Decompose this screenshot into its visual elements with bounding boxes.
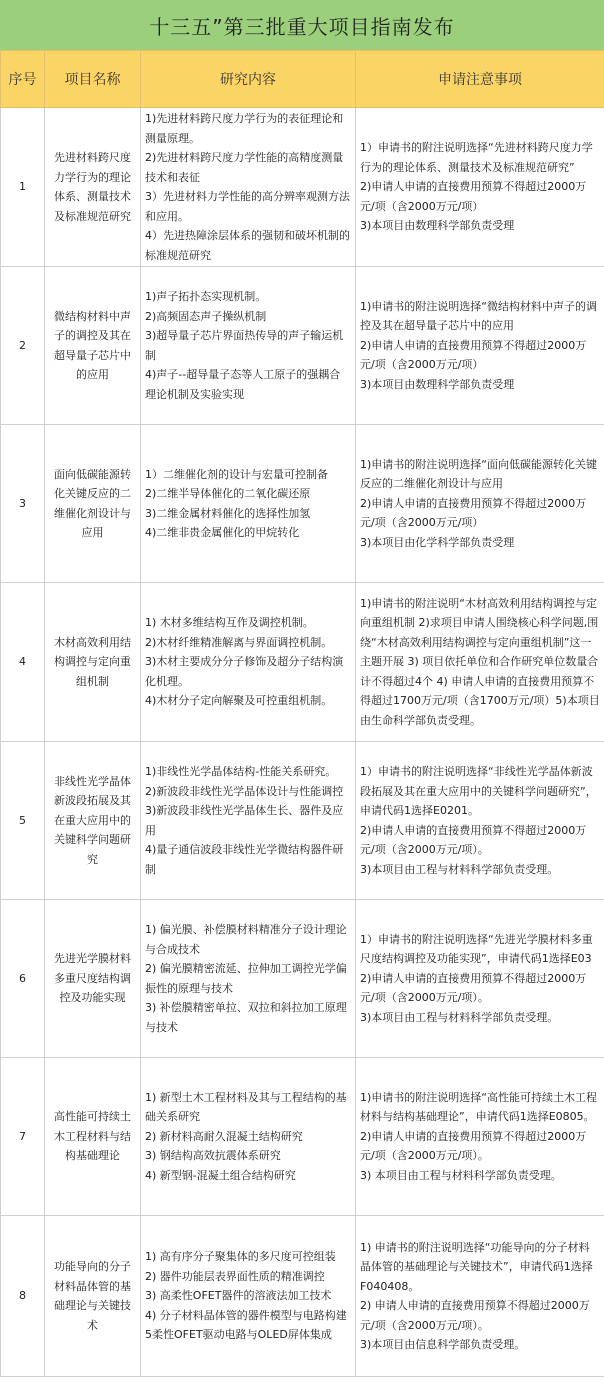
content-line: 1) 新型土木工程材料及其与工程结构的基础关系研究	[145, 1090, 347, 1124]
content-line: 1) 偏光膜、补偿膜材料精准分子设计理论与合成技术	[145, 923, 347, 956]
content-line: 4) 新型钢-混凝土组合结构研究	[145, 1168, 296, 1182]
content-line: 4)二维非贵金属催化的甲烷转化	[145, 526, 300, 539]
application-notes	[356, 742, 604, 900]
research-content	[141, 742, 356, 900]
row-number: 6	[1, 900, 45, 1058]
table-row	[1, 1216, 604, 1377]
content-line: 2)先进材料跨尺度力学性能的高精度测量技术和表征	[145, 151, 344, 184]
content-line: 4)声子--超导量子态等人工原子的强耦合理论机制及实验实现	[145, 368, 341, 401]
table-row	[1, 108, 604, 267]
content-line: 3) 钢结构高效抗震体系研究	[145, 1149, 281, 1163]
research-content	[141, 1216, 356, 1377]
project-name: 微结构材料中声子的调控及其在超导量子芯片中的应用	[45, 267, 141, 425]
notes-line: 2)申请人申请的直接费用预算不得超过2000万元/项（含2000万元/项）。	[360, 823, 587, 856]
research-content	[141, 425, 356, 583]
content-line: 3) 补偿膜精密单拉、双拉和斜拉加工原理与技术	[145, 1001, 347, 1034]
content-line: 4）先进热障涂层体系的强韧和破坏机制的标准规范研究	[145, 229, 350, 262]
content-line: 2) 偏光膜精密流延、拉伸加工调控光学偏振性的原理与技术	[145, 962, 347, 995]
notes-line: 2)申请人申请的直接费用预算不得超过2000万元/项（含2000万元/项）。	[360, 971, 587, 1005]
content-line: 4)木材分子定向解聚及可控重组机制。	[145, 694, 333, 708]
table-header-row	[1, 51, 604, 108]
notes-line: 3)本项目由工程与材料科学部负责受理。	[360, 862, 559, 876]
content-line: 2)木材纤维精准解离与界面调控机制。	[145, 635, 333, 649]
notes-line: 1) 申请书的附注说明选择“功能导向的分子材料晶体管的基础理论与关键技术”，申请代码1选择F040408。	[360, 1240, 593, 1293]
content-line: 1）二维催化剂的设计与宏量可控制备	[145, 467, 328, 481]
notes-line: 3) 本项目由工程与材料科学部负责受理。	[360, 1168, 562, 1182]
research-content	[141, 900, 356, 1058]
project-name: 非线性光学晶体新波段拓展及其在重大应用中的关键科学问题研究	[45, 742, 141, 900]
research-content	[141, 267, 356, 425]
content-line: 3）先进材料力学性能的高分辨率观测方法和应用。	[145, 190, 350, 223]
content-line: 3)新波段非线性光学晶体生长、器件及应用	[145, 804, 344, 837]
notes-line: 3)本项目由数理科学部负责受理	[360, 219, 515, 233]
project-table	[0, 50, 604, 1377]
notes-line: 2) 申请人申请的直接费用预算不得超过2000万元/项（含2000万元/项）。	[360, 1299, 590, 1332]
content-line: 2) 新材料高耐久混凝土结构研究	[145, 1129, 303, 1143]
header-application-notes: 申请注意事项	[356, 51, 604, 108]
notes-line: 1）申请书的附注说明选择“先进材料跨尺度力学行为的理论体系、测量技术及标准规范研究”	[360, 141, 593, 174]
application-notes	[356, 1058, 604, 1216]
content-line: 1)非线性光学晶体结构-性能关系研究。	[145, 765, 337, 778]
research-content	[141, 1058, 356, 1216]
table-row	[1, 900, 604, 1058]
row-number: 8	[1, 1216, 45, 1377]
application-notes	[356, 267, 604, 425]
content-line: 4) 分子材料晶体管的器件模型与电路构建5柔性OFET驱动电路与OLED屏体集成	[145, 1308, 347, 1342]
project-name: 高性能可持续土木工程材料与结构基础理论	[45, 1058, 141, 1216]
content-line: 1)先进材料跨尺度力学行为的表征理论和测量原理。	[145, 112, 344, 145]
research-content	[141, 583, 356, 742]
content-line: 4)量子通信波段非线性光学微结构器件研制	[145, 843, 344, 876]
content-line: 3) 高柔性OFET器件的溶液法加工技术	[145, 1289, 332, 1303]
notes-line: 1)申请书的附注说明选择“高性能可持续土木工程材料与结构基础理论”，申请代码1选择E0805。	[360, 1090, 597, 1124]
application-notes	[356, 583, 604, 742]
row-number: 7	[1, 1058, 45, 1216]
content-line: 1) 高有序分子聚集体的多尺度可控组装	[145, 1250, 336, 1264]
content-line: 2)新波段非线性光学晶体设计与性能调控	[145, 784, 344, 798]
notes-line: 3)本项目由数理科学部负责受理	[360, 377, 515, 391]
notes-line: 2)申请人申请的直接费用预算不得超过2000万元/项（含2000万元/项）。	[360, 1129, 587, 1163]
header-research-content: 研究内容	[141, 51, 356, 108]
notes-line: 1)申请书的附注说明选择“面向低碳能源转化关键反应的二维催化剂设计与应用	[360, 457, 597, 491]
row-number: 4	[1, 583, 45, 742]
notes-line: 2)申请人申请的直接费用预算不得超过2000万元/项（含2000万元/项）	[360, 338, 587, 372]
header-number: 序号	[1, 51, 45, 108]
row-number: 1	[1, 108, 45, 267]
notes-line: 1)申请书的附注说明选择“微结构材料中声子的调控及其在超导量子芯片中的应用	[360, 299, 597, 333]
project-name: 功能导向的分子材料晶体管的基础理论与关键技术	[45, 1216, 141, 1377]
notes-line: 1)申请书的附注说明“木材高效利用结构调控与定向重组机制 2)求项目申请人围绕核心科学问题,围绕“木材高效利用结构调控与定向重组机制”这一主题开展 3) 项目依托单位和合作研究单位数量合计不得超过4个 4) 申请人申请的直接费用预算不得超过1700万元/项（含1700万元/项）5)本项目由生命科学部负责受理。	[360, 596, 600, 727]
table-row	[1, 583, 604, 742]
content-line: 2)二维半导体催化的二氧化碳还原	[145, 487, 311, 500]
table-row	[1, 267, 604, 425]
table-row	[1, 425, 604, 583]
row-number: 5	[1, 742, 45, 900]
project-name: 木材高效利用结构调控与定向重组机制	[45, 583, 141, 742]
notes-line: 3)本项目由化学科学部负责受理	[360, 535, 515, 549]
content-line: 2) 器件功能层表界面性质的精准调控	[145, 1269, 325, 1283]
project-name: 面向低碳能源转化关键反应的二维催化剂设计与应用	[45, 425, 141, 583]
row-number: 3	[1, 425, 45, 583]
content-line: 1) 木材多维结构互作及调控机制。	[145, 616, 314, 630]
notes-line: 3)本项目由工程与材料科学部负责受理。	[360, 1010, 559, 1024]
project-name: 先进光学膜材料多重尺度结构调控及功能实现	[45, 900, 141, 1058]
row-number: 2	[1, 267, 45, 425]
content-line: 3)二维金属材料催化的选择性加氢	[145, 506, 311, 520]
content-line: 3)超导量子芯片界面热传导的声子输运机制	[145, 329, 344, 362]
content-line: 2)高频固态声子操纵机制	[145, 309, 267, 323]
application-notes	[356, 900, 604, 1058]
table-row	[1, 1058, 604, 1216]
notes-line: 2)申请人申请的直接费用预算不得超过2000万元/项（含2000万元/项）	[360, 180, 587, 213]
notes-line: 1）申请书的附注说明选择“先进光学膜材料多重尺度结构调控及功能实现”，申请代码1选择E03	[360, 932, 593, 966]
project-name: 先进材料跨尺度力学行为的理论体系、测量技术及标准规范研究	[45, 108, 141, 267]
application-notes	[356, 108, 604, 267]
application-notes	[356, 1216, 604, 1377]
header-project-name: 项目名称	[45, 51, 141, 108]
content-line: 3)木材主要成分分子修饰及超分子结构演化机理。	[145, 655, 344, 688]
application-notes	[356, 425, 604, 583]
page-title: 十三五”第三批重大项目指南发布	[0, 0, 604, 50]
notes-line: 2)申请人申请的直接费用预算不得超过2000万元/项（含2000万元/项）	[360, 496, 587, 530]
research-content	[141, 108, 356, 267]
notes-line: 3)本项目由信息科学部负责受理。	[360, 1338, 526, 1351]
content-line: 1)声子拓扑态实现机制。	[145, 290, 267, 303]
notes-line: 1）申请书的附注说明选择“非线性光学晶体新波段拓展及其在重大应用中的关键科学问题研究”，申请代码1选择E0201。	[360, 765, 597, 817]
table-row	[1, 742, 604, 900]
